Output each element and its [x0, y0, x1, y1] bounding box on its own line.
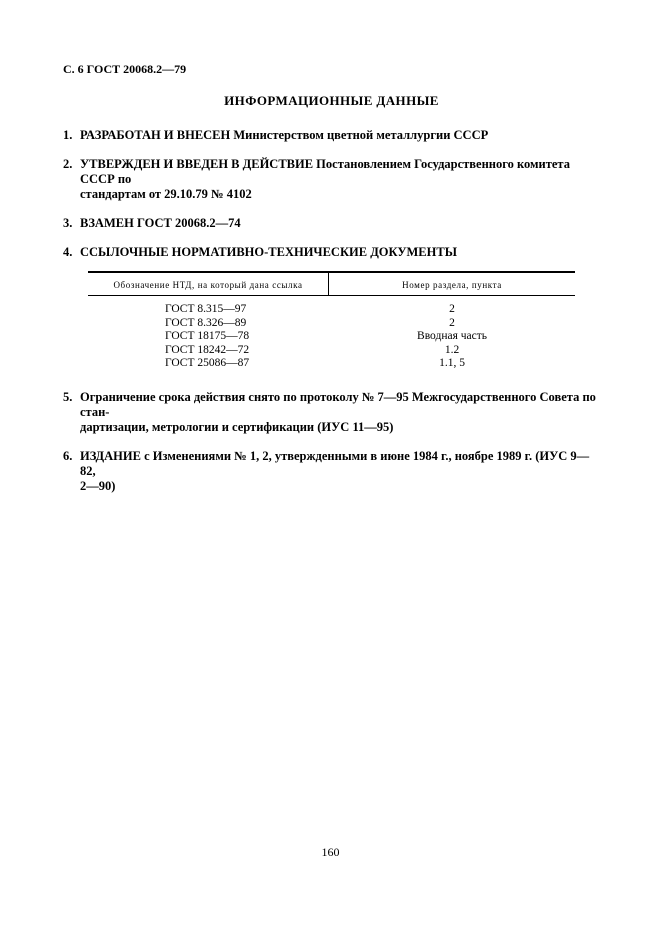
- cell-section: 2: [449, 316, 455, 329]
- cell-section: Вводная часть: [417, 330, 488, 342]
- item-text-line: 2—90): [80, 478, 116, 493]
- item-number: 4.: [63, 245, 73, 259]
- list-item-1: [63, 128, 600, 143]
- table-row: [88, 330, 575, 344]
- item-text: [80, 449, 600, 494]
- list-item-4: [63, 245, 600, 260]
- cell-ntd: ГОСТ 25086—87: [165, 357, 250, 369]
- section-title: ИНФОРМАЦИОННЫЕ ДАННЫЕ: [224, 93, 439, 108]
- item-text: [80, 216, 600, 231]
- item-text-line: ИЗДАНИЕ с Изменениями № 1, 2, утвержденными в июне 1984 г., ноябре 1989 г. (ИУС 9—82,: [80, 448, 590, 478]
- list-item-2: [63, 157, 600, 202]
- item-text-line: РАЗРАБОТАН И ВНЕСЕН Министерством цветной металлургии СССР: [80, 128, 489, 142]
- table-row: [88, 357, 575, 371]
- cell-ntd: ГОСТ 8.315—97: [165, 303, 247, 315]
- running-header: С. 6 ГОСТ 20068.2—79: [63, 62, 187, 76]
- item-number: 5.: [63, 389, 73, 404]
- table-body: [88, 296, 575, 376]
- item-number: 3.: [63, 216, 73, 230]
- page-number: 160: [321, 845, 340, 859]
- item-text-line: ССЫЛОЧНЫЕ НОРМАТИВНО-ТЕХНИЧЕСКИЕ ДОКУМЕНТЫ: [80, 245, 457, 259]
- cell-section: 2: [449, 303, 455, 315]
- cell-section: 1.2: [444, 343, 460, 356]
- table-header-ntd: Обозначение НТД, на который дана ссылка: [88, 273, 329, 295]
- cell-ntd: ГОСТ 8.326—89: [165, 316, 247, 329]
- list-item-5: [63, 390, 600, 435]
- list-item-6: [63, 449, 600, 494]
- item-text-line: дартизации, метрологии и сертификации (ИУС 11—95): [80, 419, 394, 434]
- item-number: 2.: [63, 157, 73, 171]
- item-number: 6.: [63, 448, 73, 463]
- item-text: [80, 390, 600, 435]
- reference-documents-table: [88, 271, 575, 376]
- item-text-line: ВЗАМЕН ГОСТ 20068.2—74: [80, 216, 241, 230]
- table-row: [88, 303, 575, 317]
- item-text: [80, 128, 600, 143]
- table-row: [88, 344, 575, 358]
- table-header-section: Номер раздела, пункта: [402, 280, 502, 290]
- item-text: [80, 157, 600, 202]
- table-row: [88, 317, 575, 331]
- list-item-3: [63, 216, 600, 231]
- cell-section: 1.1, 5: [439, 357, 465, 369]
- page-content: [63, 62, 600, 494]
- item-text-line: УТВЕРЖДЕН И ВВЕДЕН В ДЕЙСТВИЕ Постановлением Государственного комитета СССР по: [80, 157, 570, 186]
- table-header-row: [88, 273, 575, 296]
- cell-ntd: ГОСТ 18242—72: [165, 343, 250, 356]
- item-text: [80, 245, 600, 260]
- item-text-line: стандартам от 29.10.79 № 4102: [80, 187, 252, 201]
- item-number: 1.: [63, 128, 73, 142]
- cell-ntd: ГОСТ 18175—78: [165, 330, 250, 342]
- item-text-line: Ограничение срока действия снято по протоколу № 7—95 Межгосударственного Совета по стан-: [80, 389, 596, 419]
